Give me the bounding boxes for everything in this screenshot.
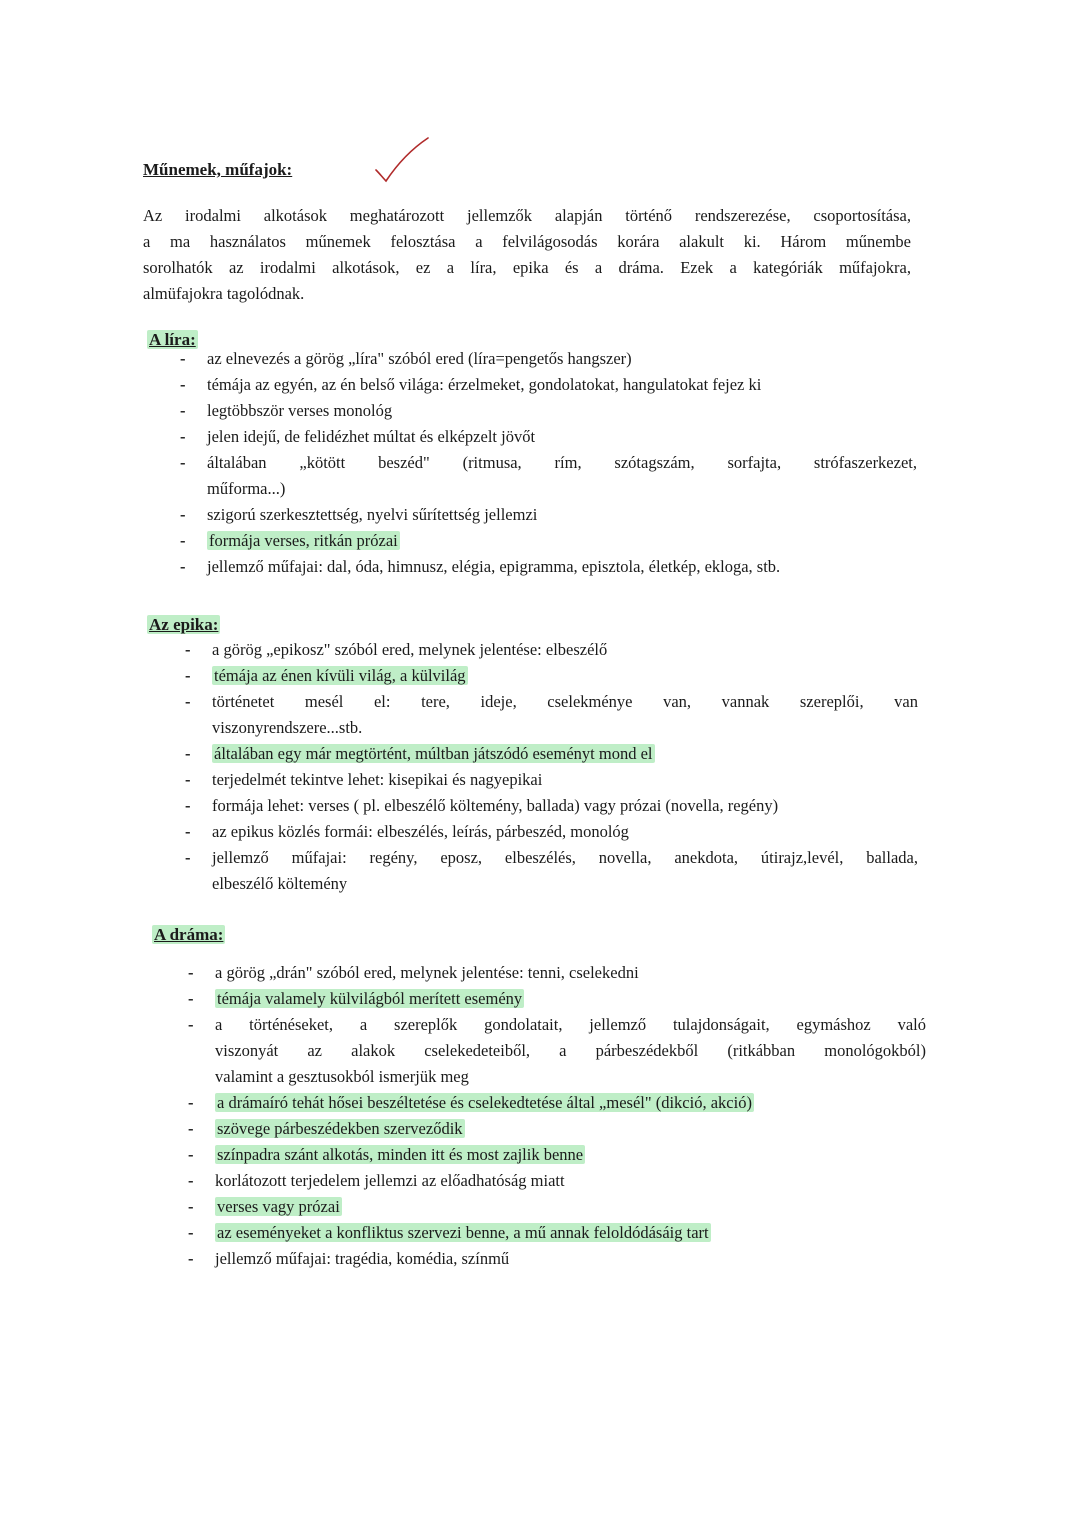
list-item	[215, 1090, 926, 1116]
highlighted-text: az eseményeket a konfliktus szervezi benne, a mű annak feloldódásáig tart	[217, 1223, 709, 1242]
list-item	[212, 663, 918, 689]
list-item-continuation: valamint a gesztusokból ismerjük meg	[215, 1067, 469, 1086]
epika-heading-text: Az epika:	[149, 615, 219, 634]
list-item	[215, 1116, 926, 1142]
list-item	[207, 528, 917, 554]
list-item-continuation: műforma...)	[207, 479, 286, 498]
intro-line: Az irodalmi alkotások meghatározott jellemzők alapján történő rendszerezése, csoportosítása,	[143, 206, 911, 225]
section-heading-lira	[147, 330, 198, 350]
highlighted-text: verses vagy prózai	[217, 1197, 340, 1216]
list-item-continuation: viszonyrendszere...stb.	[212, 718, 363, 737]
highlighted-text: színpadra szánt alkotás, minden itt és most zajlik benne	[217, 1145, 584, 1164]
intro-line: a ma használatos műnemek felosztása a felvilágosodás korára alakult ki. Három műnembe	[143, 232, 911, 251]
list-item: - korlátozott terjedelem jellemzi az előadhatóság miatt	[215, 1168, 926, 1194]
list-item-continuation: elbeszélő költemény	[212, 874, 348, 893]
list-item	[212, 845, 918, 897]
intro-line: almüfajokra tagolódnak.	[143, 284, 305, 303]
page-title: Műnemek, műfajok:	[143, 160, 293, 179]
list-item: - terjedelmét tekintve lehet: kisepikai és nagyepikai	[212, 767, 918, 793]
lira-heading-text: A líra:	[149, 330, 196, 349]
list-item	[212, 741, 918, 767]
list-item	[215, 986, 926, 1012]
drama-list	[215, 960, 926, 1272]
list-item-line: - általában „kötött beszéd" (ritmusa, rím, szótagszám, sorfajta, strófaszerkezet,	[207, 453, 917, 472]
highlighted-text: a drámaíró tehát hősei beszéltetése és cselekedtetése által „mesél" (dikció, akció)	[217, 1093, 752, 1112]
list-item: - szigorú szerkesztettség, nyelvi sűrítettség jellemzi	[207, 502, 917, 528]
checkmark-icon	[370, 136, 430, 186]
list-item: - a görög „epikosz" szóból ered, melynek jelentése: elbeszélő	[212, 637, 918, 663]
epika-list	[212, 637, 918, 897]
list-item: - legtöbbször verses monológ	[207, 398, 917, 424]
list-item-line: - jellemző műfajai: regény, eposz, elbeszélés, novella, anekdota, útirajz,levél, ballada,	[212, 848, 918, 867]
highlighted-text: témája valamely külvilágból merített esemény	[217, 989, 523, 1008]
intro-line: sorolhatók az irodalmi alkotások, ez a líra, epika és a dráma. Ezek a kategóriák műfajokra,	[143, 258, 911, 277]
list-item: - jelen idejű, de felidézhet múltat és elképzelt jövőt	[207, 424, 917, 450]
section-heading-drama	[152, 925, 225, 945]
list-item: - jellemző műfajai: dal, óda, himnusz, elégia, epigramma, episztola, életkép, ekloga, stb.	[207, 554, 917, 580]
list-item	[212, 689, 918, 741]
list-item-continuation: viszonyát az alakok cselekedeteiből, a párbeszédekből (ritkábban monológokból)	[215, 1041, 926, 1060]
list-item-line: - a történéseket, a szereplők gondolatait, jellemző tulajdonságait, egymáshoz való	[215, 1015, 926, 1034]
list-item: - az elnevezés a görög „líra" szóból ered (líra=pengetős hangszer)	[207, 346, 917, 372]
list-item	[215, 1142, 926, 1168]
drama-heading-text: A dráma:	[154, 925, 224, 944]
list-item	[215, 1194, 926, 1220]
list-item: - jellemző műfajai: tragédia, komédia, színmű	[215, 1246, 926, 1272]
list-item	[215, 1012, 926, 1090]
list-item: - formája lehet: verses ( pl. elbeszélő költemény, ballada) vagy prózai (novella, regény)	[212, 793, 918, 819]
highlighted-text: témája az énen kívüli világ, a külvilág	[214, 666, 466, 685]
list-item-line: - történetet mesél el: tere, ideje, cselekménye van, vannak szereplői, van	[212, 692, 918, 711]
highlighted-text: formája verses, ritkán prózai	[209, 531, 398, 550]
highlighted-text: általában egy már megtörtént, múltban játszódó eseményt mond el	[214, 744, 653, 763]
intro-paragraph	[143, 203, 911, 307]
list-item: - témája az egyén, az én belső világa: érzelmeket, gondolatokat, hangulatokat fejez ki	[207, 372, 917, 398]
lira-list	[207, 346, 917, 580]
highlighted-text: szövege párbeszédekben szerveződik	[217, 1119, 463, 1138]
list-item	[215, 1220, 926, 1246]
list-item: - a görög „drán" szóból ered, melynek jelentése: tenni, cselekedni	[215, 960, 926, 986]
list-item: - az epikus közlés formái: elbeszélés, leírás, párbeszéd, monológ	[212, 819, 918, 845]
section-heading-epika	[147, 615, 220, 635]
list-item	[207, 450, 917, 502]
